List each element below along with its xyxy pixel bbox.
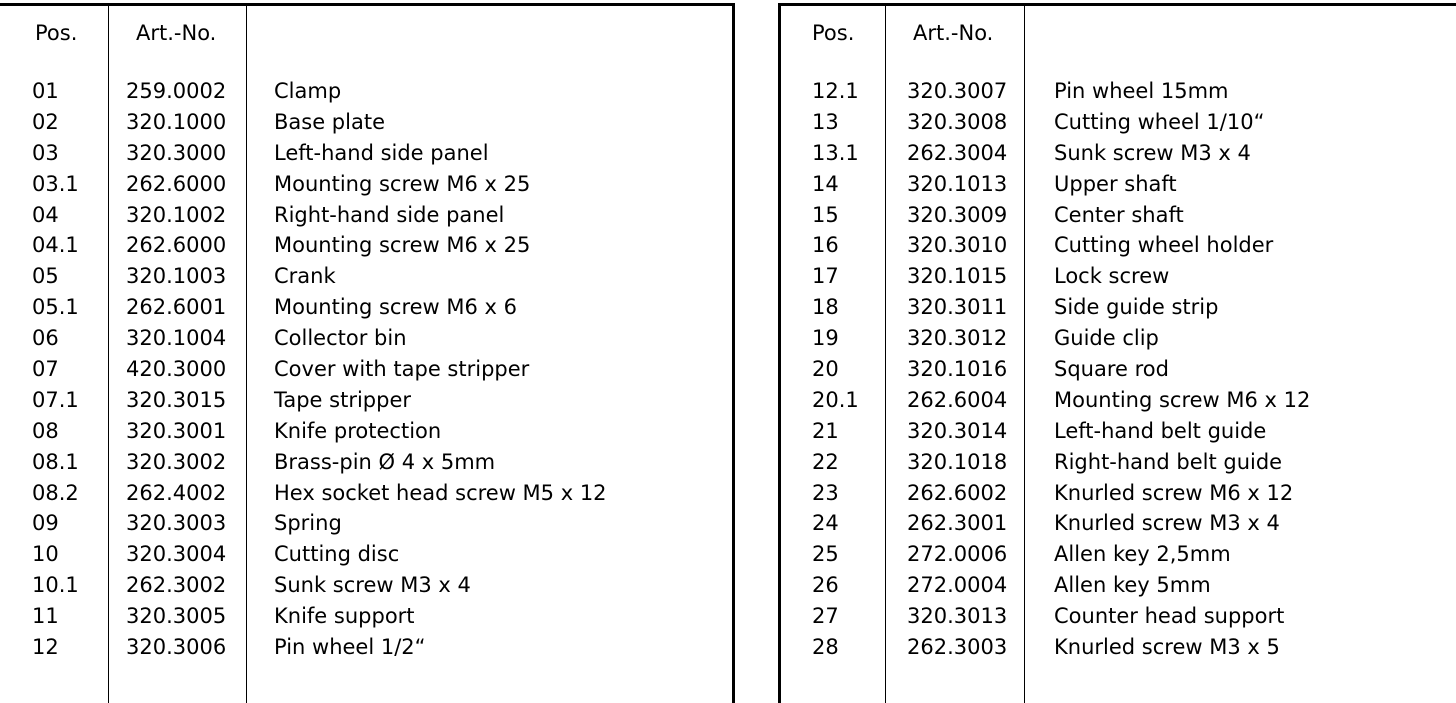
parts-table-right <box>778 3 1456 703</box>
art-no-cell: 320.3002 <box>126 449 227 474</box>
pos-cell: 09 <box>32 511 59 536</box>
pos-cell: 05.1 <box>32 295 79 320</box>
pos-cell: 03.1 <box>32 171 79 196</box>
table-row <box>781 354 1456 385</box>
table-row <box>781 261 1456 292</box>
pos-cell: 26 <box>812 573 839 598</box>
description-cell: Knife protection <box>274 418 442 443</box>
table-row <box>0 230 732 261</box>
parts-table-left <box>0 3 735 703</box>
table-row <box>0 354 732 385</box>
art-no-cell: 320.3008 <box>907 109 1008 134</box>
description-cell: Tape stripper <box>274 387 412 412</box>
table-row <box>781 169 1456 200</box>
pos-cell: 05 <box>32 264 59 289</box>
table-row <box>0 478 732 509</box>
description-cell: Cover with tape stripper <box>274 357 530 382</box>
table-row <box>0 539 732 570</box>
table-row <box>0 447 732 478</box>
pos-cell: 18 <box>812 295 839 320</box>
art-no-cell: 320.3015 <box>126 387 227 412</box>
pos-cell: 11 <box>32 604 59 629</box>
description-cell: Guide clip <box>1054 326 1159 351</box>
art-no-cell: 320.3005 <box>126 604 227 629</box>
description-cell: Counter head support <box>1054 604 1285 629</box>
table-row <box>0 292 732 323</box>
table-row <box>0 261 732 292</box>
table-row <box>781 138 1456 169</box>
table-row <box>0 632 732 663</box>
art-no-cell: 272.0004 <box>907 573 1008 598</box>
art-no-cell: 320.3009 <box>907 202 1008 227</box>
art-no-cell: 262.3004 <box>907 140 1008 165</box>
art-no-cell: 320.3004 <box>126 542 227 567</box>
art-no-cell: 272.0006 <box>907 542 1008 567</box>
art-no-cell: 420.3000 <box>126 357 227 382</box>
pos-cell: 07.1 <box>32 387 79 412</box>
table-row <box>781 416 1456 447</box>
description-cell: Hex socket head screw M5 x 12 <box>274 480 607 505</box>
pos-cell: 13 <box>812 109 839 134</box>
description-cell: Brass-pin Ø 4 x 5mm <box>274 449 496 474</box>
description-cell: Mounting screw M6 x 6 <box>274 295 518 320</box>
description-cell: Mounting screw M6 x 12 <box>1054 387 1311 412</box>
art-no-cell: 320.3001 <box>126 418 227 443</box>
art-no-cell: 320.3003 <box>126 511 227 536</box>
table-row <box>781 385 1456 416</box>
art-no-cell: 320.1016 <box>907 357 1008 382</box>
table-row <box>0 200 732 231</box>
art-no-cell: 320.3011 <box>907 295 1008 320</box>
table-row <box>0 138 732 169</box>
art-no-cell: 262.6001 <box>126 295 227 320</box>
pos-cell: 27 <box>812 604 839 629</box>
header-art-no: Art.-No. <box>913 21 994 45</box>
art-no-cell: 320.3012 <box>907 326 1008 351</box>
table-row <box>0 416 732 447</box>
art-no-cell: 262.3002 <box>126 573 227 598</box>
pos-cell: 04 <box>32 202 59 227</box>
art-no-cell: 259.0002 <box>126 79 227 103</box>
art-no-cell: 262.3003 <box>907 635 1008 660</box>
pos-cell: 06 <box>32 326 59 351</box>
table-row <box>0 385 732 416</box>
description-cell: Cutting wheel holder <box>1054 233 1274 258</box>
pos-cell: 24 <box>812 511 839 536</box>
art-no-cell: 262.6002 <box>907 480 1008 505</box>
description-cell: Knife support <box>274 604 415 629</box>
description-cell: Base plate <box>274 109 385 134</box>
description-cell: Right-hand side panel <box>274 202 505 227</box>
pos-cell: 21 <box>812 418 839 443</box>
pos-cell: 16 <box>812 233 839 258</box>
pos-cell: 12.1 <box>812 79 859 103</box>
description-cell: Left-hand side panel <box>274 140 489 165</box>
pos-cell: 23 <box>812 480 839 505</box>
description-cell: Sunk screw M3 x 4 <box>1054 140 1251 165</box>
description-cell: Side guide strip <box>1054 295 1219 320</box>
art-no-cell: 262.6000 <box>126 171 227 196</box>
pos-cell: 08.2 <box>32 480 79 505</box>
pos-cell: 25 <box>812 542 839 567</box>
table-row <box>781 508 1456 539</box>
header-pos: Pos. <box>812 21 855 45</box>
art-no-cell: 320.3006 <box>126 635 227 660</box>
table-row <box>781 292 1456 323</box>
table-row <box>781 447 1456 478</box>
table-row <box>781 601 1456 632</box>
pos-cell: 07 <box>32 357 59 382</box>
description-cell: Upper shaft <box>1054 171 1177 196</box>
table-row <box>781 570 1456 601</box>
description-cell: Allen key 2,5mm <box>1054 542 1231 567</box>
description-cell: Mounting screw M6 x 25 <box>274 171 531 196</box>
description-cell: Left-hand belt guide <box>1054 418 1267 443</box>
pos-cell: 02 <box>32 109 59 134</box>
pos-cell: 19 <box>812 326 839 351</box>
table-row <box>781 539 1456 570</box>
description-cell: Cutting wheel 1/10“ <box>1054 109 1265 134</box>
header-art-no: Art.-No. <box>136 21 217 45</box>
pos-cell: 12 <box>32 635 59 660</box>
art-no-cell: 262.6004 <box>907 387 1008 412</box>
art-no-cell: 320.3013 <box>907 604 1008 629</box>
table-row <box>781 200 1456 231</box>
pos-cell: 08.1 <box>32 449 79 474</box>
pos-cell: 20.1 <box>812 387 859 412</box>
description-cell: Pin wheel 15mm <box>1054 79 1229 103</box>
table-row <box>0 76 732 107</box>
description-cell: Square rod <box>1054 357 1169 382</box>
pos-cell: 10 <box>32 542 59 567</box>
description-cell: Cutting disc <box>274 542 400 567</box>
pos-cell: 01 <box>32 79 59 103</box>
art-no-cell: 320.1002 <box>126 202 227 227</box>
pos-cell: 15 <box>812 202 839 227</box>
pos-cell: 13.1 <box>812 140 859 165</box>
art-no-cell: 320.3007 <box>907 79 1008 103</box>
description-cell: Knurled screw M3 x 5 <box>1054 635 1280 660</box>
table-row <box>781 632 1456 663</box>
description-cell: Center shaft <box>1054 202 1184 227</box>
table-row <box>781 76 1456 107</box>
description-cell: Pin wheel 1/2“ <box>274 635 426 660</box>
description-cell: Right-hand belt guide <box>1054 449 1283 474</box>
description-cell: Crank <box>274 264 336 289</box>
description-cell: Collector bin <box>274 326 407 351</box>
art-no-cell: 262.3001 <box>907 511 1008 536</box>
art-no-cell: 320.1018 <box>907 449 1008 474</box>
pos-cell: 10.1 <box>32 573 79 598</box>
pos-cell: 14 <box>812 171 839 196</box>
description-cell: Lock screw <box>1054 264 1170 289</box>
rows-left <box>0 76 732 663</box>
art-no-cell: 320.3000 <box>126 140 227 165</box>
table-row <box>0 570 732 601</box>
art-no-cell: 262.6000 <box>126 233 227 258</box>
art-no-cell: 320.1000 <box>126 109 227 134</box>
description-cell: Knurled screw M3 x 4 <box>1054 511 1280 536</box>
pos-cell: 03 <box>32 140 59 165</box>
table-row <box>0 601 732 632</box>
pos-cell: 04.1 <box>32 233 79 258</box>
pos-cell: 22 <box>812 449 839 474</box>
description-cell: Clamp <box>274 79 342 103</box>
rows-right <box>781 76 1456 663</box>
art-no-cell: 262.4002 <box>126 480 227 505</box>
art-no-cell: 320.1004 <box>126 326 227 351</box>
table-row <box>0 323 732 354</box>
art-no-cell: 320.1013 <box>907 171 1008 196</box>
table-row <box>0 508 732 539</box>
art-no-cell: 320.1003 <box>126 264 227 289</box>
pos-cell: 28 <box>812 635 839 660</box>
table-row <box>781 323 1456 354</box>
table-row <box>781 478 1456 509</box>
table-row <box>781 107 1456 138</box>
pos-cell: 08 <box>32 418 59 443</box>
art-no-cell: 320.3014 <box>907 418 1008 443</box>
pos-cell: 17 <box>812 264 839 289</box>
description-cell: Mounting screw M6 x 25 <box>274 233 531 258</box>
art-no-cell: 320.3010 <box>907 233 1008 258</box>
description-cell: Allen key 5mm <box>1054 573 1211 598</box>
table-row <box>0 169 732 200</box>
description-cell: Knurled screw M6 x 12 <box>1054 480 1294 505</box>
header-pos: Pos. <box>35 21 78 45</box>
description-cell: Sunk screw M3 x 4 <box>274 573 471 598</box>
table-row <box>0 107 732 138</box>
art-no-cell: 320.1015 <box>907 264 1008 289</box>
description-cell: Spring <box>274 511 342 536</box>
table-row <box>781 230 1456 261</box>
pos-cell: 20 <box>812 357 839 382</box>
